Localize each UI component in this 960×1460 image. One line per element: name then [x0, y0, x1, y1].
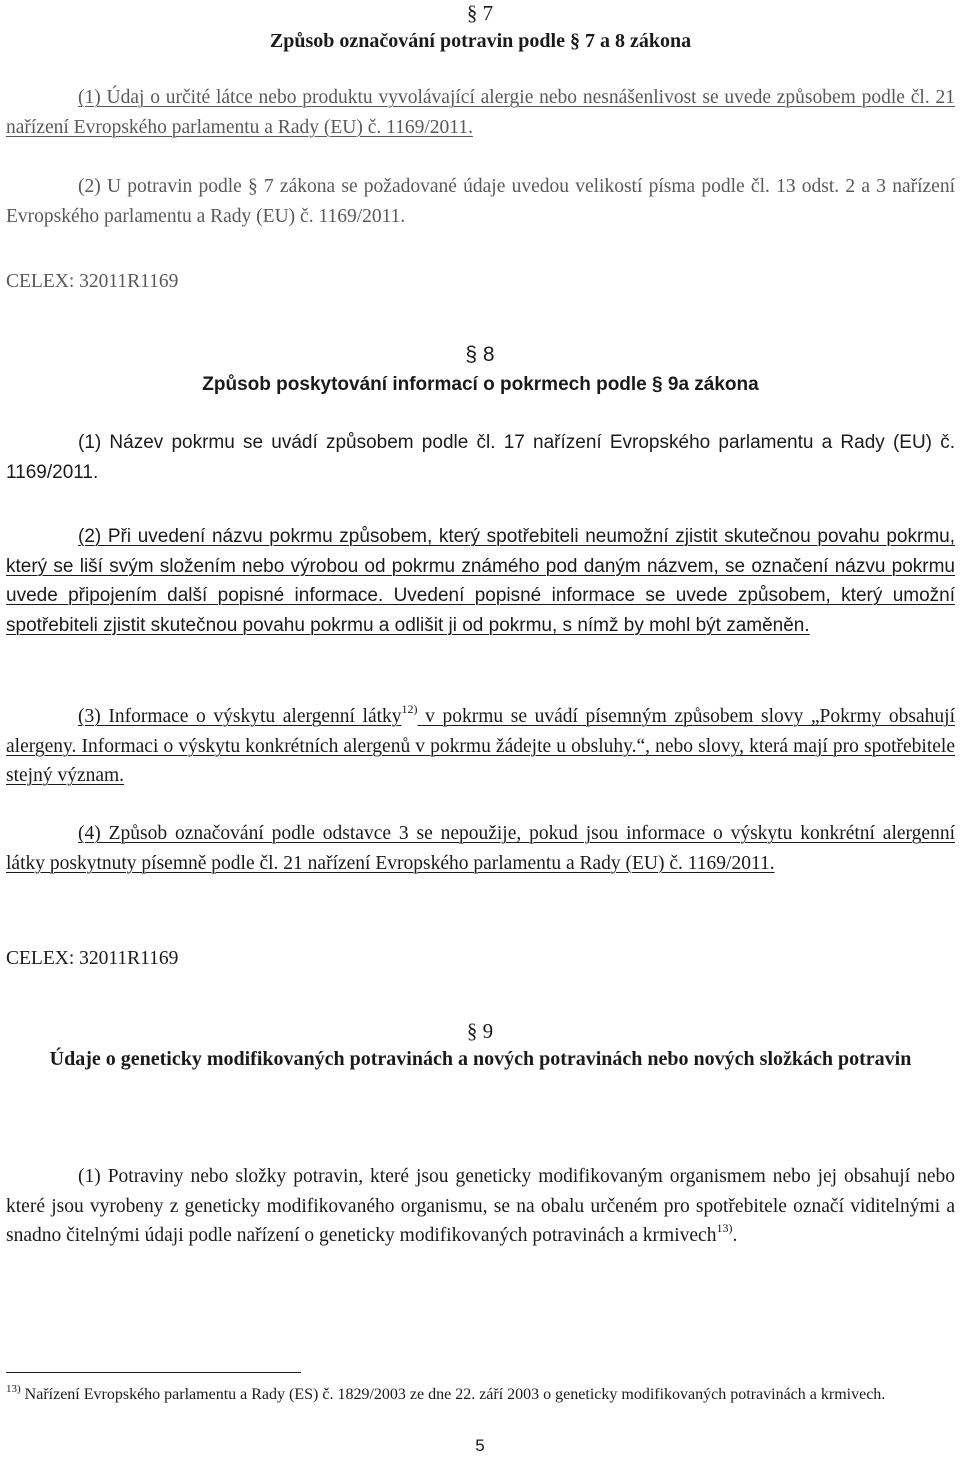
footnote-text: Nařízení Evropského parlamentu a Rady (ES) č. 1829/2003 ze dne 22. září 2003 o geneticky modifikovaných potravinách a krmivech. [20, 1386, 886, 1403]
section-8-mark: § 8 [465, 343, 495, 366]
section-9-mark: § 9 [466, 1019, 494, 1043]
page-number: 5 [475, 1436, 485, 1455]
section-8-paragraph-4 [6, 819, 955, 878]
section-8-paragraph-4-text: (4) Způsob označování podle odstavce 3 se nepoužije, pokud jsou informace o výskytu konkrétní alergenní látky poskytnuty písemně podle čl. 21 nařízení Evropského parlamentu a Rady (EU) č. 1169/2011. [6, 823, 955, 874]
section-8-celex: CELEX: 32011R1169 [6, 948, 179, 969]
footnote [6, 1383, 955, 1406]
section-8-paragraph-3 [6, 702, 955, 791]
footnote-separator [6, 1372, 301, 1373]
section-7-celex: CELEX: 32011R1169 [6, 271, 179, 292]
section-8-title: Způsob poskytování informací o pokrmech podle § 9a zákona [202, 374, 759, 395]
section-9-title: Údaje o geneticky modifikovaných potravinách a nových potravinách nebo nových složkách potravin [49, 1048, 912, 1070]
section-7-paragraph-1-text: (1) Údaj o určité látce nebo produktu vyvolávající alergie nebo nesnášenlivost se uvede způsobem podle čl. 21 nařízení Evropského parlamentu a Rady (EU) č. 1169/2011. [6, 87, 955, 138]
section-9-paragraph-1 [6, 1162, 955, 1251]
section-7-paragraph-1 [6, 83, 955, 142]
section-8-paragraph-3-rest: v pokrmu se uvádí písemným způsobem slovy „Pokrmy obsahují alergeny. Informaci o výskytu konkrétních alergenů v pokrmu žádejte u obsluhy.“, nebo slovy, která mají pro spotřebitele stejný význam. [6, 706, 955, 786]
section-7-title: Způsob označování potravin podle § 7 a 8 zákona [269, 30, 692, 52]
section-8-paragraph-2-text: (2) Při uvedení názvu pokrmu způsobem, který spotřebiteli neumožní zjistit skutečnou povahu pokrmu, který se liší svým složením nebo výrobou od pokrmu známého pod daným názvem, se označení názvu pokrmu uvede připojením další popisné informace. Uvedení popisné informace se uvede způsobem, který umožní spotřebiteli zjistit skutečnou povahu pokrmu a odlišit ji od pokrmu, s nímž by mohl být zaměněn. [6, 526, 955, 636]
footnote-number: 13) [6, 1383, 21, 1395]
section-8-paragraph-1: (1) Název pokrmu se uvádí způsobem podle čl. 17 nařízení Evropského parlamentu a Rady (EU) č. 1169/2011. [6, 432, 955, 483]
section-9-paragraph-1-text: (1) Potraviny nebo složky potravin, které jsou geneticky modifikovaným organismem nebo jej obsahují nebo které jsou vyrobeny z geneticky modifikovaného organismu, se na obalu určeném pro spotřebitele označí viditelnými a snadno čitelnými údaji podle nařízení o geneticky modifikovaných potravinách a krmivech [6, 1166, 955, 1246]
section-8-paragraph-3-start: (3) Informace o výskytu alergenní látky [78, 706, 402, 727]
footnote-reference-13: 13) [716, 1221, 733, 1235]
section-7-paragraph-2: (2) U potravin podle § 7 zákona se požadované údaje uvedou velikostí písma podle čl. 13 odst. 2 a 3 nařízení Evropského parlamentu a Rady (EU) č. 1169/2011. [6, 176, 955, 227]
section-9-paragraph-1-end: . [732, 1225, 738, 1246]
section-8-paragraph-2 [6, 522, 955, 640]
footnote-reference-12: 12) [401, 702, 418, 716]
section-7-mark: § 7 [466, 1, 494, 25]
